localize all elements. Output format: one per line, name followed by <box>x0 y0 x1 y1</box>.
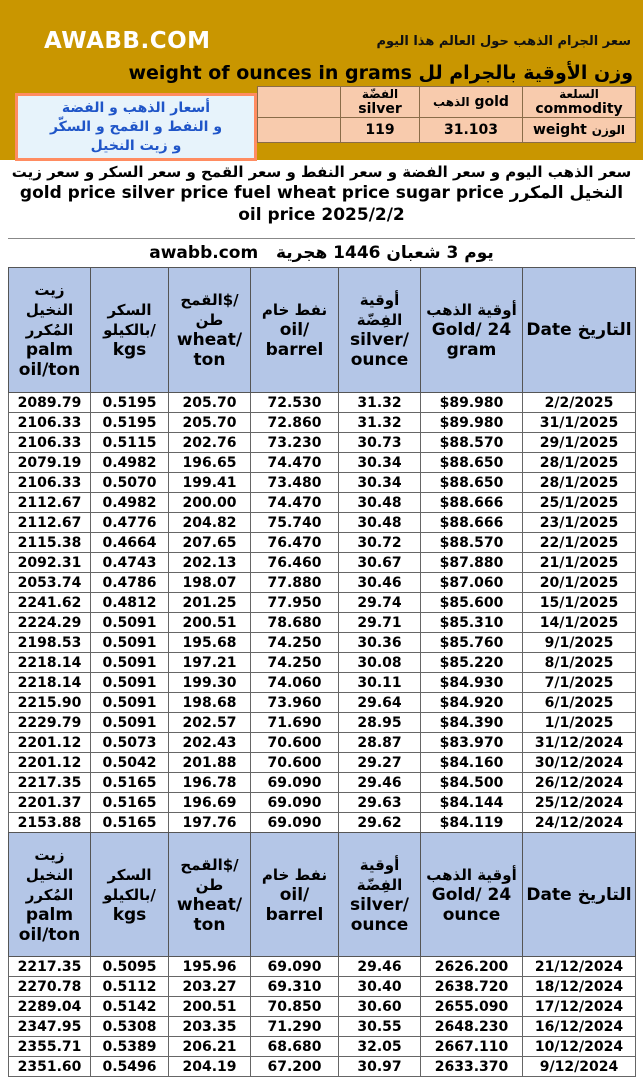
wheat-cell: 204.19 <box>169 1057 251 1077</box>
gold-weight: 31.103 <box>420 118 523 143</box>
wheat-cell: 200.00 <box>169 493 251 513</box>
palm-oil-cell: 2229.79 <box>9 713 91 733</box>
oil-cell: 77.880 <box>251 573 339 593</box>
oil-cell: 75.740 <box>251 513 339 533</box>
oil-cell: 72.530 <box>251 393 339 413</box>
palm-oil-cell: 2201.37 <box>9 793 91 813</box>
oil-cell: 73.960 <box>251 693 339 713</box>
sugar-cell: 0.5389 <box>91 1037 169 1057</box>
wheat-cell: 204.82 <box>169 513 251 533</box>
silver-cell: 30.46 <box>339 573 421 593</box>
oil-cell: 77.950 <box>251 593 339 613</box>
table-header-row <box>9 833 636 957</box>
date-cell: 28/1/2025 <box>523 473 636 493</box>
info-line-ar: سعر الذهب اليوم و سعر الفضة و سعر النفط و سعر القمح و سعر السكر و سعر زيت <box>11 163 632 181</box>
date-cell: 22/1/2025 <box>523 533 636 553</box>
gold-cell: $89.980 <box>421 413 523 433</box>
date-line-site[interactable]: awabb.com <box>149 243 259 263</box>
silver-cell: 30.67 <box>339 553 421 573</box>
date-cell: 23/1/2025 <box>523 513 636 533</box>
oil-cell: 73.230 <box>251 433 339 453</box>
palm-oil-cell: 2106.33 <box>9 413 91 433</box>
oil-cell: 70.850 <box>251 997 339 1017</box>
silver-cell: 31.32 <box>339 393 421 413</box>
gold-head: الذهب gold <box>420 87 523 118</box>
gold-header: أوقية الذهب Gold/ 24 gram <box>421 268 523 393</box>
sugar-cell: 0.4982 <box>91 493 169 513</box>
palm-oil-cell: 2198.53 <box>9 633 91 653</box>
silver-cell: 30.34 <box>339 473 421 493</box>
silver-cell: 30.73 <box>339 433 421 453</box>
silver-cell: 28.95 <box>339 713 421 733</box>
table-row <box>9 997 636 1017</box>
sugar-cell: 0.5091 <box>91 713 169 733</box>
wheat-cell: 198.07 <box>169 573 251 593</box>
table-row <box>9 1037 636 1057</box>
palm-oil-cell: 2153.88 <box>9 813 91 833</box>
silver-cell: 29.64 <box>339 693 421 713</box>
silver-cell: 29.74 <box>339 593 421 613</box>
table-row <box>9 793 636 813</box>
date-cell: 25/1/2025 <box>523 493 636 513</box>
table-row <box>9 473 636 493</box>
wheat-cell: 199.30 <box>169 673 251 693</box>
date-cell: 8/1/2025 <box>523 653 636 673</box>
silver-header: أوقية الفِضّة silver/ ounce <box>339 833 421 957</box>
gold-cell: 2655.090 <box>421 997 523 1017</box>
silver-cell: 31.32 <box>339 413 421 433</box>
weight-label: weight الوزن <box>523 118 636 143</box>
oil-cell: 76.460 <box>251 553 339 573</box>
info-line-mixed: gold price silver price fuel wheat price sugar price النخيل المكرر <box>19 183 624 203</box>
oil-cell: 67.200 <box>251 1057 339 1077</box>
date-cell: 30/12/2024 <box>523 753 636 773</box>
oil-cell: 74.470 <box>251 493 339 513</box>
sugar-cell: 0.4664 <box>91 533 169 553</box>
sugar-header: السكر بالكيلو/ kgs <box>91 268 169 393</box>
palm-oil-cell: 2351.60 <box>9 1057 91 1077</box>
wheat-header: القمح$/ طن wheat/ ton <box>169 268 251 393</box>
gold-cell: $88.666 <box>421 493 523 513</box>
table-row <box>9 957 636 977</box>
price-table-recent <box>8 267 636 833</box>
wheat-cell: 206.21 <box>169 1037 251 1057</box>
site-logo[interactable]: AWABB.COM <box>44 28 211 54</box>
table-row <box>9 393 636 413</box>
sugar-cell: 0.5091 <box>91 613 169 633</box>
table-row <box>9 593 636 613</box>
oil-cell: 73.480 <box>251 473 339 493</box>
table-row <box>9 533 636 553</box>
palm-oil-header: زيت النخيل المُكرر palm oil/ton <box>9 268 91 393</box>
sugar-cell: 0.5112 <box>91 977 169 997</box>
wheat-cell: 200.51 <box>169 613 251 633</box>
date-line <box>8 238 635 268</box>
gold-cell: $87.060 <box>421 573 523 593</box>
date-cell: 14/1/2025 <box>523 613 636 633</box>
palm-oil-header: زيت النخيل المُكرر palm oil/ton <box>9 833 91 957</box>
table-row <box>9 753 636 773</box>
oil-cell: 69.090 <box>251 813 339 833</box>
silver-cell: 30.34 <box>339 453 421 473</box>
oil-cell: 78.680 <box>251 613 339 633</box>
date-cell: 24/12/2024 <box>523 813 636 833</box>
sugar-cell: 0.5308 <box>91 1017 169 1037</box>
oil-cell: 69.090 <box>251 793 339 813</box>
palm-oil-cell: 2106.33 <box>9 433 91 453</box>
sugar-cell: 0.5195 <box>91 413 169 433</box>
wheat-cell: 202.13 <box>169 553 251 573</box>
sugar-cell: 0.5165 <box>91 793 169 813</box>
sugar-cell: 0.5091 <box>91 673 169 693</box>
sugar-cell: 0.5165 <box>91 773 169 793</box>
palm-oil-cell: 2079.19 <box>9 453 91 473</box>
wheat-cell: 200.51 <box>169 997 251 1017</box>
wheat-cell: 196.78 <box>169 773 251 793</box>
oil-cell: 76.470 <box>251 533 339 553</box>
wheat-cell: 202.43 <box>169 733 251 753</box>
gold-cell: 2638.720 <box>421 977 523 997</box>
gold-cell: 2667.110 <box>421 1037 523 1057</box>
silver-cell: 32.05 <box>339 1037 421 1057</box>
gold-cell: $84.500 <box>421 773 523 793</box>
sugar-cell: 0.5073 <box>91 733 169 753</box>
gold-cell: $88.666 <box>421 513 523 533</box>
palm-oil-cell: 2112.67 <box>9 493 91 513</box>
palm-oil-cell: 2053.74 <box>9 573 91 593</box>
sugar-cell: 0.5095 <box>91 957 169 977</box>
sugar-cell: 0.5070 <box>91 473 169 493</box>
silver-cell: 30.48 <box>339 513 421 533</box>
gold-cell: $84.144 <box>421 793 523 813</box>
silver-cell: 29.62 <box>339 813 421 833</box>
silver-cell: 29.46 <box>339 773 421 793</box>
palm-oil-cell: 2106.33 <box>9 473 91 493</box>
table-row <box>9 1057 636 1077</box>
gold-cell: $88.650 <box>421 473 523 493</box>
oil-cell: 74.250 <box>251 653 339 673</box>
palm-oil-cell: 2201.12 <box>9 753 91 773</box>
oil-cell: 69.090 <box>251 957 339 977</box>
info-box <box>15 93 257 161</box>
gold-cell: $85.220 <box>421 653 523 673</box>
gold-cell: $84.390 <box>421 713 523 733</box>
table-row <box>9 813 636 833</box>
info-text <box>8 162 635 226</box>
wheat-cell: 203.27 <box>169 977 251 997</box>
gold-cell: $87.880 <box>421 553 523 573</box>
commodity-head: السلعة commodity <box>523 87 636 118</box>
silver-cell: 30.60 <box>339 997 421 1017</box>
palm-oil-cell: 2201.12 <box>9 733 91 753</box>
table-header-row <box>9 268 636 393</box>
palm-oil-cell: 2112.67 <box>9 513 91 533</box>
table-row <box>9 513 636 533</box>
table-row <box>9 613 636 633</box>
wheat-cell: 205.70 <box>169 413 251 433</box>
wheat-cell: 196.69 <box>169 793 251 813</box>
hijri-date: يوم 3 شعبان 1446 هجرية <box>275 243 494 263</box>
table-row <box>9 773 636 793</box>
gold-cell: $84.930 <box>421 673 523 693</box>
header-subtitle: سعر الجرام الذهب حول العالم هذا اليوم <box>376 34 631 49</box>
table-row <box>9 673 636 693</box>
date-cell: 31/12/2024 <box>523 733 636 753</box>
table-row <box>9 733 636 753</box>
palm-oil-cell: 2355.71 <box>9 1037 91 1057</box>
wheat-header: القمح$/ طن wheat/ ton <box>169 833 251 957</box>
info-box-line: و زيت النخيل <box>90 138 182 154</box>
sugar-cell: 0.4812 <box>91 593 169 613</box>
oil-cell: 70.600 <box>251 733 339 753</box>
wheat-cell: 205.70 <box>169 393 251 413</box>
table-row <box>9 553 636 573</box>
silver-cell: 30.48 <box>339 493 421 513</box>
sugar-cell: 0.5142 <box>91 997 169 1017</box>
wheat-cell: 202.76 <box>169 433 251 453</box>
palm-oil-cell: 2241.62 <box>9 593 91 613</box>
sugar-cell: 0.5091 <box>91 653 169 673</box>
ounce-weight-title: وزن الأوقية بالجرام لل weight of ounces in grams <box>128 62 633 84</box>
wheat-cell: 201.25 <box>169 593 251 613</box>
wheat-cell: 202.57 <box>169 713 251 733</box>
date-cell: 25/12/2024 <box>523 793 636 813</box>
sugar-header: السكر بالكيلو/ kgs <box>91 833 169 957</box>
gold-cell: $84.119 <box>421 813 523 833</box>
table-row <box>9 493 636 513</box>
date-cell: 17/12/2024 <box>523 997 636 1017</box>
palm-oil-cell: 2347.95 <box>9 1017 91 1037</box>
palm-oil-cell: 2092.31 <box>9 553 91 573</box>
oil-cell: 69.310 <box>251 977 339 997</box>
wheat-cell: 203.35 <box>169 1017 251 1037</box>
silver-cell: 28.87 <box>339 733 421 753</box>
wheat-cell: 197.21 <box>169 653 251 673</box>
date-cell: 2/2/2025 <box>523 393 636 413</box>
wheat-cell: 196.65 <box>169 453 251 473</box>
weight-table <box>257 86 636 143</box>
gold-cell: $84.160 <box>421 753 523 773</box>
palm-oil-cell: 2218.14 <box>9 673 91 693</box>
oil-header: نفط خام oil/ barrel <box>251 833 339 957</box>
date-cell: 10/12/2024 <box>523 1037 636 1057</box>
sugar-cell: 0.5165 <box>91 813 169 833</box>
date-cell: 21/12/2024 <box>523 957 636 977</box>
oil-cell: 74.470 <box>251 453 339 473</box>
table-row <box>9 633 636 653</box>
gold-cell: $85.600 <box>421 593 523 613</box>
gold-cell: 2633.370 <box>421 1057 523 1077</box>
oil-cell: 74.060 <box>251 673 339 693</box>
silver-cell: 30.97 <box>339 1057 421 1077</box>
empty-cell <box>258 118 341 143</box>
gold-cell: 2626.200 <box>421 957 523 977</box>
wheat-cell: 201.88 <box>169 753 251 773</box>
oil-cell: 72.860 <box>251 413 339 433</box>
empty-cell <box>258 87 341 118</box>
gold-cell: $84.920 <box>421 693 523 713</box>
oil-cell: 74.250 <box>251 633 339 653</box>
silver-weight: 119 <box>341 118 420 143</box>
silver-cell: 30.11 <box>339 673 421 693</box>
table-row <box>9 433 636 453</box>
date-header: Date التاريخ <box>523 833 636 957</box>
silver-cell: 29.27 <box>339 753 421 773</box>
gold-cell: $85.760 <box>421 633 523 653</box>
gold-cell: $89.980 <box>421 393 523 413</box>
wheat-cell: 195.96 <box>169 957 251 977</box>
sugar-cell: 0.4776 <box>91 513 169 533</box>
table-row <box>9 413 636 433</box>
header-banner <box>0 0 643 160</box>
table-row <box>9 573 636 593</box>
date-cell: 6/1/2025 <box>523 693 636 713</box>
silver-cell: 30.36 <box>339 633 421 653</box>
palm-oil-cell: 2218.14 <box>9 653 91 673</box>
table-row <box>9 713 636 733</box>
price-table-older <box>8 832 636 1077</box>
info-box-line: أسعار الذهب و الفضة <box>61 100 211 116</box>
oil-cell: 71.290 <box>251 1017 339 1037</box>
gold-header: أوقية الذهب Gold/ 24 ounce <box>421 833 523 957</box>
date-cell: 9/1/2025 <box>523 633 636 653</box>
silver-cell: 29.63 <box>339 793 421 813</box>
oil-cell: 71.690 <box>251 713 339 733</box>
table-row <box>9 453 636 473</box>
wheat-cell: 195.68 <box>169 633 251 653</box>
date-cell: 31/1/2025 <box>523 413 636 433</box>
silver-cell: 30.08 <box>339 653 421 673</box>
sugar-cell: 0.4743 <box>91 553 169 573</box>
silver-cell: 30.40 <box>339 977 421 997</box>
date-cell: 26/12/2024 <box>523 773 636 793</box>
date-cell: 1/1/2025 <box>523 713 636 733</box>
silver-cell: 30.72 <box>339 533 421 553</box>
table-row <box>9 653 636 673</box>
gold-cell: $88.570 <box>421 433 523 453</box>
date-cell: 29/1/2025 <box>523 433 636 453</box>
palm-oil-cell: 2217.35 <box>9 773 91 793</box>
date-cell: 21/1/2025 <box>523 553 636 573</box>
palm-oil-cell: 2270.78 <box>9 977 91 997</box>
silver-head: الفضّة silver <box>341 87 420 118</box>
palm-oil-cell: 2215.90 <box>9 693 91 713</box>
table-row <box>9 693 636 713</box>
gold-cell: $85.310 <box>421 613 523 633</box>
date-cell: 20/1/2025 <box>523 573 636 593</box>
date-cell: 7/1/2025 <box>523 673 636 693</box>
palm-oil-cell: 2289.04 <box>9 997 91 1017</box>
sugar-cell: 0.5496 <box>91 1057 169 1077</box>
sugar-cell: 0.5091 <box>91 633 169 653</box>
sugar-cell: 0.5042 <box>91 753 169 773</box>
gold-cell: $88.570 <box>421 533 523 553</box>
sugar-cell: 0.5091 <box>91 693 169 713</box>
date-header: Date التاريخ <box>523 268 636 393</box>
sugar-cell: 0.4786 <box>91 573 169 593</box>
info-box-line: و النفط و القمح و السكّر <box>49 119 223 135</box>
sugar-cell: 0.4982 <box>91 453 169 473</box>
oil-cell: 68.680 <box>251 1037 339 1057</box>
table-row <box>9 977 636 997</box>
gold-cell: 2648.230 <box>421 1017 523 1037</box>
palm-oil-cell: 2089.79 <box>9 393 91 413</box>
wheat-cell: 207.65 <box>169 533 251 553</box>
date-cell: 15/1/2025 <box>523 593 636 613</box>
date-cell: 28/1/2025 <box>523 453 636 473</box>
oil-cell: 70.600 <box>251 753 339 773</box>
silver-cell: 29.46 <box>339 957 421 977</box>
sugar-cell: 0.5115 <box>91 433 169 453</box>
table-row <box>9 1017 636 1037</box>
palm-oil-cell: 2224.29 <box>9 613 91 633</box>
sugar-cell: 0.5195 <box>91 393 169 413</box>
silver-cell: 30.55 <box>339 1017 421 1037</box>
wheat-cell: 197.76 <box>169 813 251 833</box>
info-line-date: oil price 2025/2/2 <box>238 205 405 225</box>
date-cell: 18/12/2024 <box>523 977 636 997</box>
wheat-cell: 198.68 <box>169 693 251 713</box>
silver-cell: 29.71 <box>339 613 421 633</box>
date-cell: 9/12/2024 <box>523 1057 636 1077</box>
gold-cell: $83.970 <box>421 733 523 753</box>
wheat-cell: 199.41 <box>169 473 251 493</box>
palm-oil-cell: 2217.35 <box>9 957 91 977</box>
gold-cell: $88.650 <box>421 453 523 473</box>
date-cell: 16/12/2024 <box>523 1017 636 1037</box>
palm-oil-cell: 2115.38 <box>9 533 91 553</box>
oil-header: نفط خام oil/ barrel <box>251 268 339 393</box>
oil-cell: 69.090 <box>251 773 339 793</box>
silver-header: أوقية الفِضّة silver/ ounce <box>339 268 421 393</box>
